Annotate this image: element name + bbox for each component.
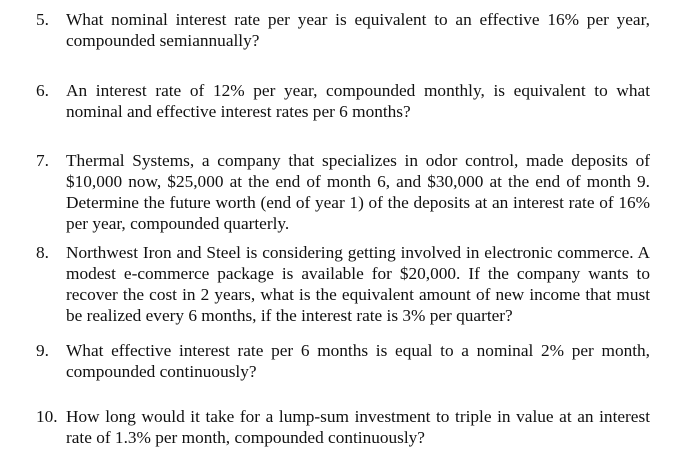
problem-list: 5. What nominal interest rate per year is equivalent to an effective 16% per year, compounded semiannually? 6. An interest rate of 12% per year, compounded monthly, is equivalent to what nominal and effective interest rates per 6 months? 7. Thermal Systems, a company that specializes in odor control, made deposits of $10,000 now, $25,000 at the end of month 6, and $30,000 at the end of month 9. Determine the future worth (end of year 1) of the deposits at an interest rate of 16% per year, compounded quarterly. 8. Northwest Iron and Steel is considering getting involved in electronic commerce. A modest e-commerce package is available for $20,000. If the company wants to recover the cost in 2 years, what is the equivalent amount of new income that must be realized every 6 months, if the interest rate is 3% per quarter? 9. What effective interest rate per 6 months is equal to a nominal 2% per month, compounded continuously? 10. How long would it take for a lump-sum investment to triple in value at an interest rate of 1.3% per month, compounded continuously? [36,10,650,447]
